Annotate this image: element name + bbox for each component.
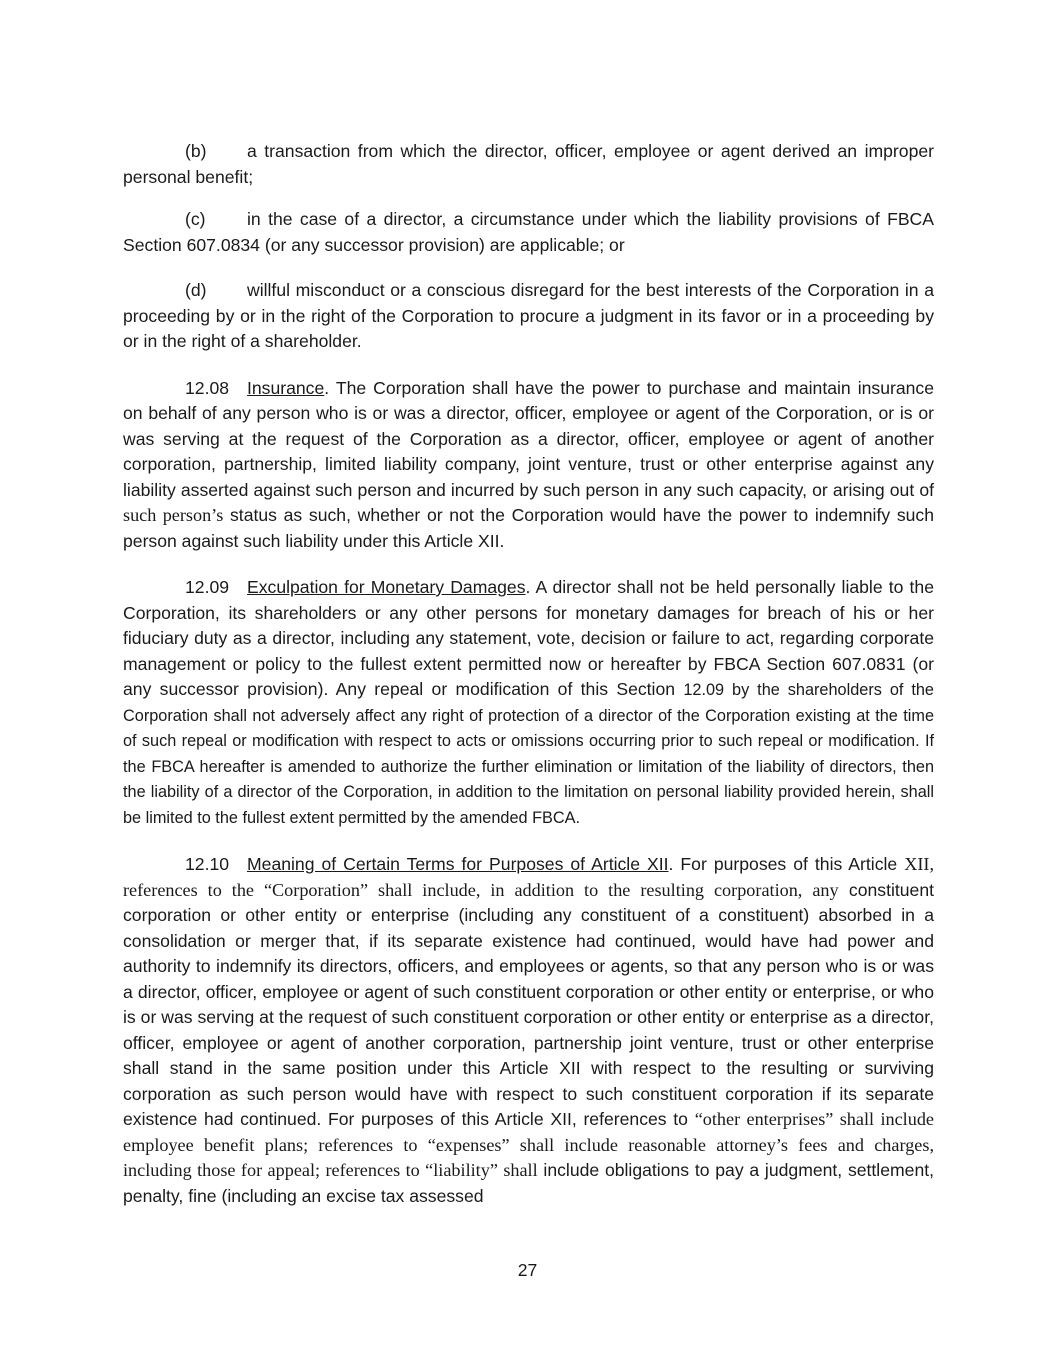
paragraph-text: a transaction from which the director, officer, employee or agent derived an improper personal benefit; (123, 141, 934, 187)
section-text: . A director shall not be held personally liable to the Corporation, its shareholders or any other persons for monetary damages for breach of his or her fiduciary duty as a director, including any statement, vote, decision or failure to act, regarding corporate management or policy to the fullest extent permitted now or hereafter by FBCA Section 607.0831 (or any successor provision). Any repeal or modification of this Section (123, 577, 935, 699)
section-text: constituent corporation or other entity or enterprise (including any constituent of a constituent) absorbed in a consolidation or merger that, if its separate existence had continued, would have had power and authority to indemnify its directors, officers, and employees or agents, so that any person who is or was a director, officer, employee or agent of such constituent corporation or other entity or enterprise, or who is or was serving at the request of such constituent corporation or other entity or enterprise as a director, officer, employee or agent of another corporation, partnership joint venture, trust or other enterprise shall stand in the same position under this Article XII with respect to the resulting or surviving corporation as such person would have with respect to such constituent corporation if its separate existence had continued. For purposes of this Article XII, references to (123, 879, 934, 1129)
document-page (123, 139, 934, 1209)
section-text-serif: “other enterprises” shall include employee benefit plans; references to “expenses” shall include reasonable attorney’s fees and charges, including those for appeal; references to “liability” shall (123, 1109, 934, 1180)
section-number: 12.09 (185, 577, 230, 597)
paragraph-label: (c) (185, 209, 206, 229)
section-text: . For purposes of this Article (668, 854, 905, 874)
section-text: include obligations to pay a judgment, settlement, penalty, fine (including an excise tax assessed (123, 1160, 935, 1206)
paragraph-label: (b) (185, 141, 207, 161)
section-12-08 (123, 376, 934, 555)
paragraph-d (123, 278, 934, 355)
paragraph-label: (d) (185, 280, 207, 300)
section-heading: Meaning of Certain Terms for Purposes of Article XII (247, 854, 669, 874)
section-number: 12.10 (185, 854, 230, 874)
section-text: status as such, whether or not the Corporation would have the power to indemnify such person against such liability under this Article XII. (123, 505, 934, 551)
section-text-serif: such person’s (123, 505, 224, 525)
section-12-09 (123, 575, 934, 830)
section-heading: Insurance (247, 377, 325, 398)
section-text-small: 12.09 by the shareholders of the Corporation shall not adversely affect any right of protection of a director of the Corporation existing at the time of such repeal or modification with respect to acts or omissions occurring prior to such repeal or modification. If the FBCA hereafter is amended to authorize the further elimination or limitation of the liability of directors, then the liability of a director of the Corporation, in addition to the limitation on personal liability provided herein, shall be limited to the fullest extent permitted by the amended FBCA. (123, 681, 934, 827)
section-text-serif: XII, references to the “Corporation” shall include, in addition to the resulting corporation, any (123, 854, 935, 900)
section-12-10 (123, 852, 934, 1209)
page-number: 27 (517, 1260, 538, 1280)
paragraph-b (123, 139, 934, 190)
section-heading: Exculpation for Monetary Damages (247, 577, 526, 597)
section-text: . The Corporation shall have the power to purchase and maintain insurance on behalf of any person who is or was a director, officer, employee or agent of the Corporation, or is or was serving at the request of the Corporation as a director, officer, employee or agent of another corporation, partnership, limited liability company, joint venture, trust or other enterprise against any liability asserted against such person and incurred by such person in any such capacity, or arising out of (123, 377, 934, 500)
paragraph-text: in the case of a director, a circumstance under which the liability provisions of FBCA Section 607.0834 (or any successor provision) are applicable; or (123, 209, 934, 255)
paragraph-text: willful misconduct or a conscious disregard for the best interests of the Corporation in a proceeding by or in the right of the Corporation to procure a judgment in its favor or in a proceeding by or in the right of a shareholder. (123, 280, 934, 351)
section-number: 12.08 (185, 377, 230, 398)
paragraph-c (123, 207, 934, 258)
